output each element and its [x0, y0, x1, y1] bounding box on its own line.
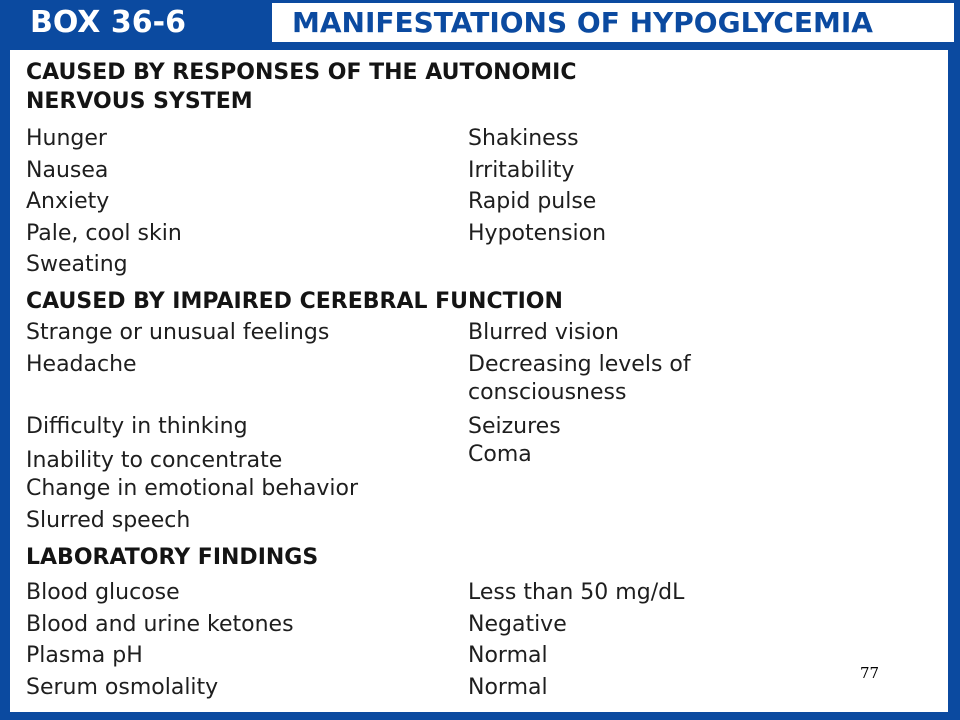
list-item: Hypotension: [468, 221, 607, 246]
list-item: consciousness: [468, 380, 627, 405]
list-item: Sweating: [26, 252, 128, 277]
list-item: Coma: [468, 442, 532, 467]
content-panel: [10, 50, 948, 712]
list-item: Rapid pulse: [468, 189, 597, 214]
table-row-label: Plasma pH: [26, 643, 143, 668]
list-item: Seizures: [468, 414, 561, 439]
table-row-value: Less than 50 mg/dL: [468, 580, 685, 605]
list-item: Nausea: [26, 158, 109, 183]
page-number: 77: [860, 664, 880, 682]
list-item: Difficulty in thinking: [26, 414, 248, 439]
list-item: Anxiety: [26, 189, 110, 214]
list-item: Strange or unusual feelings: [26, 320, 330, 345]
list-item: Decreasing levels of: [468, 352, 691, 377]
list-item: Inability to concentrate: [26, 448, 283, 473]
table-row-label: Blood and urine ketones: [26, 612, 294, 637]
table-row-value: Normal: [468, 675, 548, 700]
table-row-label: Serum osmolality: [26, 675, 219, 700]
table-row-value: Negative: [468, 612, 567, 637]
box-title: MANIFESTATIONS OF HYPOGLYCEMIA: [272, 3, 954, 42]
list-item: Irritability: [468, 158, 575, 183]
list-item: Blurred vision: [468, 320, 619, 345]
section-heading-autonomic-line1: CAUSED BY RESPONSES OF THE AUTONOMIC: [26, 60, 577, 85]
list-item: Pale, cool skin: [26, 221, 182, 246]
section-heading-autonomic-line2: NERVOUS SYSTEM: [26, 89, 253, 114]
list-item: Headache: [26, 352, 137, 377]
list-item: Slurred speech: [26, 508, 191, 533]
table-row-label: Blood glucose: [26, 580, 180, 605]
table-row-value: Normal: [468, 643, 548, 668]
list-item: Change in emotional behavior: [26, 476, 358, 501]
list-item: Shakiness: [468, 126, 579, 151]
section-heading-laboratory: LABORATORY FINDINGS: [26, 545, 319, 570]
section-heading-cerebral: CAUSED BY IMPAIRED CEREBRAL FUNCTION: [26, 289, 563, 314]
list-item: Hunger: [26, 126, 107, 151]
box-label: BOX 36-6: [3, 3, 266, 42]
